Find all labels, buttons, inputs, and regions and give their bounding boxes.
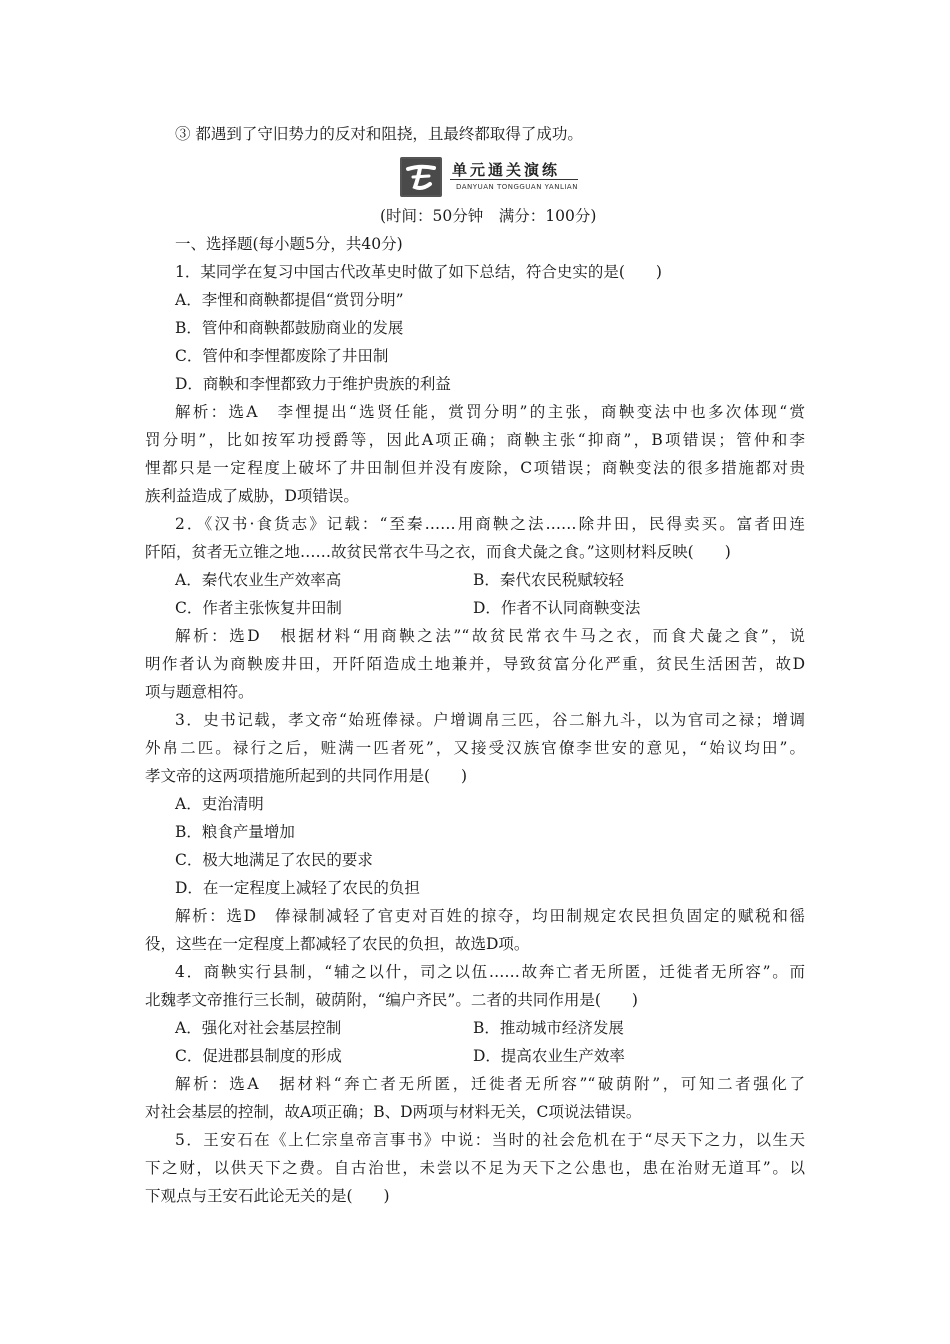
question-2-stem-line: 2．《汉书·食货志》记载：“至秦……用商鞅之法……除井田，民得卖买。富者田连 (175, 515, 805, 533)
question-3-option-a: A．吏治清明 (175, 795, 264, 813)
question-4-option-b: B．推动城市经济发展 (473, 1019, 624, 1037)
question-1-option-c: C．管仲和李悝都废除了井田制 (175, 347, 389, 365)
time-info: (时间：50分钟 满分：100分) (380, 207, 597, 225)
question-3-option-b: B．粮食产量增加 (175, 823, 295, 841)
banner-title: 单元通关演练 (452, 161, 561, 179)
question-4-stem-line: 北魏孝文帝推行三长制，破荫附，“编户齐民”。二者的共同作用是( ) (145, 991, 638, 1009)
question-2-option-a: A．秦代农业生产效率高 (175, 571, 342, 589)
question-2-option-c: C．作者主张恢复井田制 (175, 599, 342, 617)
question-3-analysis-line: 解析：选D 俸禄制减轻了官吏对百姓的掠夺，均田制规定农民担负固定的赋税和徭 (175, 907, 805, 925)
question-1-analysis-line: 罚分明”，比如按军功授爵等，因此A项正确；商鞅主张“抑商”，B项错误；管仲和李 (145, 431, 805, 449)
question-1-analysis-line: 族利益造成了威胁，D项错误。 (145, 487, 359, 505)
question-2-option-d: D．作者不认同商鞅变法 (473, 599, 641, 617)
question-4-option-d: D．提高农业生产效率 (473, 1047, 625, 1065)
question-3-analysis-line: 役，这些在一定程度上都减轻了农民的负担，故选D项。 (145, 935, 530, 953)
section-heading: 一、选择题(每小题5分，共40分) (175, 235, 403, 253)
question-4-option-c: C．促进郡县制度的形成 (175, 1047, 342, 1065)
intro-line: ③ 都遇到了守旧势力的反对和阻挠，且最终都取得了成功。 (175, 125, 583, 143)
question-2-analysis-line: 项与题意相符。 (145, 683, 254, 701)
question-1-option-b: B．管仲和商鞅都鼓励商业的发展 (175, 319, 404, 337)
question-4-analysis-line: 对社会基层的控制，故A项正确；B、D两项与材料无关，C项说法错误。 (145, 1103, 642, 1121)
question-2-option-b: B．秦代农民税赋较轻 (473, 571, 624, 589)
question-3-stem-line: 孝文帝的这两项措施所起到的共同作用是( ) (145, 767, 468, 785)
question-1-stem: 1．某同学在复习中国古代改革史时做了如下总结，符合史实的是( ) (175, 263, 662, 281)
banner-divider (450, 179, 578, 180)
question-3-option-d: D．在一定程度上减轻了农民的负担 (175, 879, 420, 897)
question-5-stem-line: 5．王安石在《上仁宗皇帝言事书》中说：当时的社会危机在于“尽天下之力，以生天 (175, 1131, 805, 1149)
question-5-stem-line: 下观点与王安石此论无关的是( ) (145, 1187, 390, 1205)
question-1-option-a: A．李悝和商鞅都提倡“赏罚分明” (175, 291, 404, 309)
banner-subtitle: DANYUAN TONGGUAN YANLIAN (456, 183, 578, 191)
unit-banner (400, 157, 580, 199)
t-logo-icon (400, 157, 442, 197)
question-2-stem-line: 阡陌，贫者无立锥之地……故贫民常衣牛马之衣，而食犬彘之食。”这则材料反映( ) (145, 543, 731, 561)
question-5-stem-line: 下之财，以供天下之费。自古治世，未尝以不足为天下之公患也，患在治财无道耳”。以 (145, 1159, 805, 1177)
question-1-analysis-line: 悝都只是一定程度上破坏了井田制但并没有废除，C项错误；商鞅变法的很多措施都对贵 (145, 459, 805, 477)
question-2-analysis-line: 解析：选D 根据材料“用商鞅之法”“故贫民常衣牛马之衣，而食犬彘之食”，说 (175, 627, 805, 645)
question-1-option-d: D．商鞅和李悝都致力于维护贵族的利益 (175, 375, 451, 393)
question-4-analysis-line: 解析：选A 据材料“奔亡者无所匿，迁徙者无所容”“破荫附”，可知二者强化了 (175, 1075, 805, 1093)
question-4-stem-line: 4．商鞅实行县制，“辅之以什，司之以伍……故奔亡者无所匿，迁徙者无所容”。而 (175, 963, 805, 981)
question-3-stem-line: 3．史书记载，孝文帝“始班俸禄。户增调帛三匹，谷二斛九斗，以为官司之禄；增调 (175, 711, 805, 729)
question-3-option-c: C．极大地满足了农民的要求 (175, 851, 373, 869)
question-4-option-a: A．强化对社会基层控制 (175, 1019, 342, 1037)
question-2-analysis-line: 明作者认为商鞅废井田，开阡陌造成土地兼并，导致贫富分化严重，贫民生活困苦，故D (145, 655, 805, 673)
question-3-stem-line: 外帛二匹。禄行之后，赃满一匹者死”，又接受汉族官僚李世安的意见，“始议均田”。 (145, 739, 805, 757)
question-1-analysis-line: 解析：选A 李悝提出“选贤任能，赏罚分明”的主张，商鞅变法中也多次体现“赏 (175, 403, 805, 421)
